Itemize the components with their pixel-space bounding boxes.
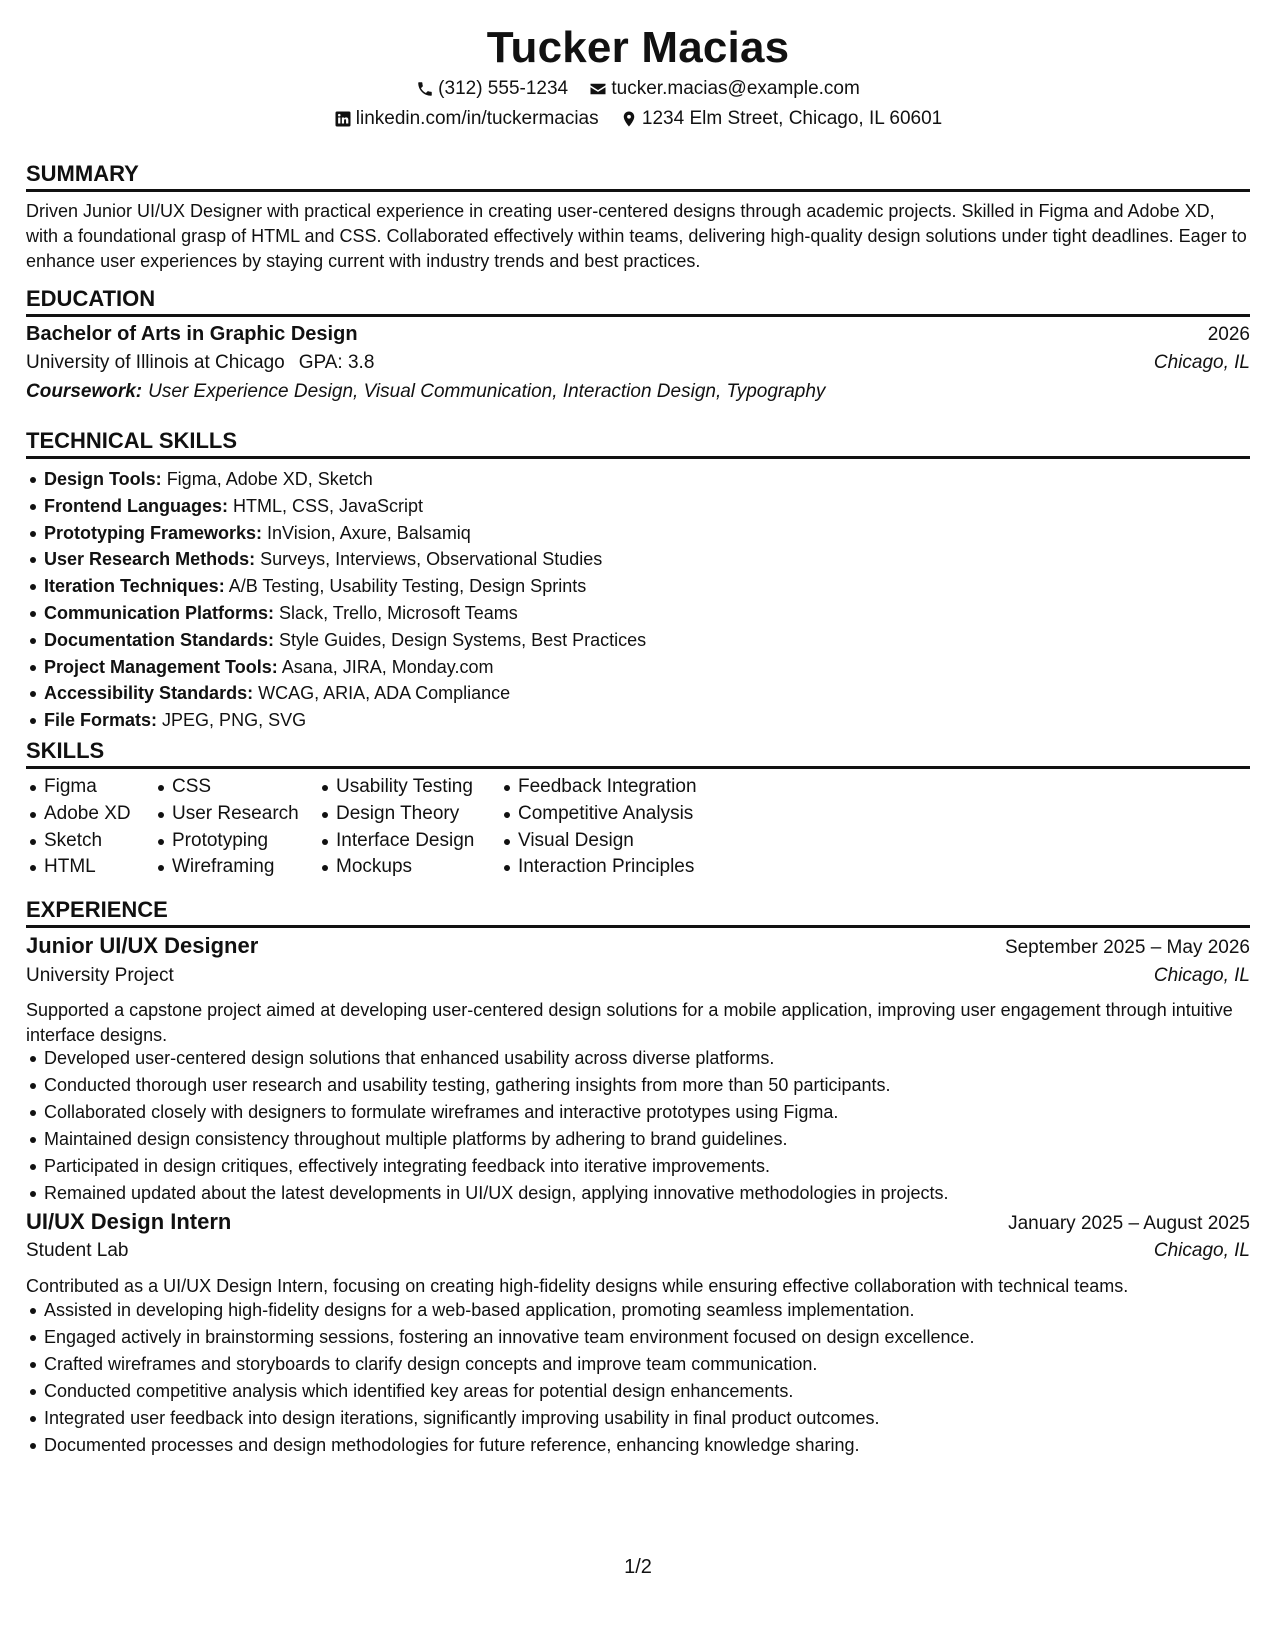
job-1-summary: Supported a capstone project aimed at developing user-centered design solutions for a mobile application, improving user engagement through intuitive interface designs.: [26, 1000, 1233, 1045]
skills-column-3: [318, 774, 500, 881]
list-item: User Research: [172, 801, 318, 828]
list-item: Maintained design consistency throughout multiple platforms by adhering to brand guidelines.: [44, 1126, 949, 1153]
school-and-gpa: [26, 352, 374, 374]
email-item[interactable]: [589, 76, 859, 102]
education-row-degree: [26, 323, 1250, 351]
list-item: Participated in design critiques, effectively integrating feedback into iterative improvements.: [44, 1153, 949, 1180]
job-organization: Student Lab: [26, 1240, 129, 1261]
list-item: Wireframing: [172, 854, 318, 881]
list-item: Conducted competitive analysis which identified key areas for potential design enhancements.: [44, 1378, 975, 1405]
list-item: Documented processes and design methodologies for future reference, enhancing knowledge sharing.: [44, 1432, 975, 1459]
list-item: Design Theory: [336, 801, 500, 828]
contact-line-1: [26, 76, 1250, 106]
education-row-school: [26, 352, 1250, 380]
job-2-header: [26, 1209, 1250, 1237]
contact-line-2: [26, 106, 1250, 136]
school-name: University of Illinois at Chicago: [26, 352, 285, 373]
list-item: Remained updated about the latest developments in UI/UX design, applying innovative methodologies in projects.: [44, 1180, 949, 1207]
list-item: Accessibility Standards: WCAG, ARIA, ADA Compliance: [44, 680, 646, 707]
phone-icon: [416, 80, 434, 98]
skills-column-4: [500, 774, 718, 881]
email-text: tucker.macias@example.com: [611, 78, 860, 99]
job-2-subheader: [26, 1240, 1250, 1268]
job-dates: September 2025 – May 2026: [1004, 937, 1250, 958]
list-item: Prototyping Frameworks: InVision, Axure, Balsamiq: [44, 520, 646, 547]
graduation-year: 2026: [1207, 324, 1250, 345]
job-title: Junior UI/UX Designer: [26, 933, 259, 958]
education-heading: EDUCATION: [26, 285, 1250, 317]
list-item: Communication Platforms: Slack, Trello, Microsoft Teams: [44, 600, 646, 627]
skills-column-1: [26, 774, 154, 881]
list-item: Prototyping: [172, 828, 318, 855]
list-item: Collaborated closely with designers to formulate wireframes and interactive prototypes using Figma.: [44, 1099, 949, 1126]
job-location: Chicago, IL: [1153, 1240, 1250, 1261]
linkedin-icon: [334, 110, 352, 128]
linkedin-text: linkedin.com/in/tuckermacias: [355, 108, 599, 129]
experience-heading: EXPERIENCE: [26, 896, 1250, 928]
job-title: UI/UX Design Intern: [26, 1209, 232, 1234]
list-item: Figma: [44, 774, 154, 801]
phone-text: (312) 555-1234: [438, 78, 569, 99]
linkedin-item[interactable]: [334, 106, 599, 132]
list-item: Mockups: [336, 854, 500, 881]
skills-column-2: [154, 774, 318, 881]
job-2-bullets: [26, 1297, 975, 1458]
list-item: Adobe XD: [44, 801, 154, 828]
gpa: GPA: 3.8: [298, 352, 375, 373]
technical-skills-list: [26, 466, 646, 734]
job-2-summary: Contributed as a UI/UX Design Intern, focusing on creating high-fidelity designs while ensuring effective collaboration with technical teams.: [26, 1276, 1129, 1296]
list-item: CSS: [172, 774, 318, 801]
phone-item: [416, 76, 568, 102]
list-item: Visual Design: [518, 828, 718, 855]
skills-grid: [26, 774, 718, 881]
list-item: Feedback Integration: [518, 774, 718, 801]
list-item: Sketch: [44, 828, 154, 855]
skills-heading: SKILLS: [26, 737, 1250, 769]
list-item: Integrated user feedback into design iterations, significantly improving usability in final product outcomes.: [44, 1405, 975, 1432]
job-1-bullets: [26, 1045, 949, 1206]
list-item: Iteration Techniques: A/B Testing, Usability Testing, Design Sprints: [44, 573, 646, 600]
job-1-header: [26, 933, 1250, 961]
list-item: Design Tools: Figma, Adobe XD, Sketch: [44, 466, 646, 493]
job-location: Chicago, IL: [1153, 965, 1250, 986]
job-organization: University Project: [26, 965, 174, 986]
list-item: Assisted in developing high-fidelity designs for a web-based application, promoting seamless implementation.: [44, 1297, 975, 1324]
degree-name: Bachelor of Arts in Graphic Design: [26, 323, 358, 345]
list-item: Project Management Tools: Asana, JIRA, Monday.com: [44, 654, 646, 681]
list-item: HTML: [44, 854, 154, 881]
list-item: Competitive Analysis: [518, 801, 718, 828]
candidate-name: Tucker Macias: [486, 23, 790, 72]
list-item: File Formats: JPEG, PNG, SVG: [44, 707, 646, 734]
list-item: Crafted wireframes and storyboards to clarify design concepts and improve team communication.: [44, 1351, 975, 1378]
summary-heading: SUMMARY: [26, 160, 1250, 192]
coursework-label: Coursework:: [26, 381, 143, 402]
list-item: Documentation Standards: Style Guides, Design Systems, Best Practices: [44, 627, 646, 654]
list-item: Engaged actively in brainstorming sessions, fostering an innovative team environment focused on design excellence.: [44, 1324, 975, 1351]
map-pin-icon: [620, 110, 638, 128]
job-dates: January 2025 – August 2025: [1008, 1213, 1250, 1234]
technical-skills-heading: TECHNICAL SKILLS: [26, 427, 1250, 459]
page-number: 1/2: [624, 1556, 652, 1578]
list-item: Interface Design: [336, 828, 500, 855]
envelope-icon: [589, 80, 607, 98]
list-item: User Research Methods: Surveys, Interviews, Observational Studies: [44, 546, 646, 573]
list-item: Frontend Languages: HTML, CSS, JavaScript: [44, 493, 646, 520]
list-item: Conducted thorough user research and usability testing, gathering insights from more than 50 participants.: [44, 1072, 949, 1099]
education-location: Chicago, IL: [1153, 352, 1250, 373]
education-coursework: [26, 381, 1250, 409]
address-text: 1234 Elm Street, Chicago, IL 60601: [641, 108, 943, 129]
list-item: Interaction Principles: [518, 854, 718, 881]
job-1-subheader: [26, 965, 1250, 993]
summary-text: Driven Junior UI/UX Designer with practical experience in creating user-centered designs through academic projects. Skilled in Figma and Adobe XD, with a foundational grasp of HTML and CSS. Collaborated effectively within teams, delivering high-quality design solutions under tight deadlines. Eager to enhance user experiences by staying current with industry trends and best practices.: [26, 201, 1247, 271]
list-item: Usability Testing: [336, 774, 500, 801]
address-item: [620, 106, 942, 132]
coursework-list: User Experience Design, Visual Communication, Interaction Design, Typography: [148, 381, 826, 402]
list-item: Developed user-centered design solutions that enhanced usability across diverse platforms.: [44, 1045, 949, 1072]
